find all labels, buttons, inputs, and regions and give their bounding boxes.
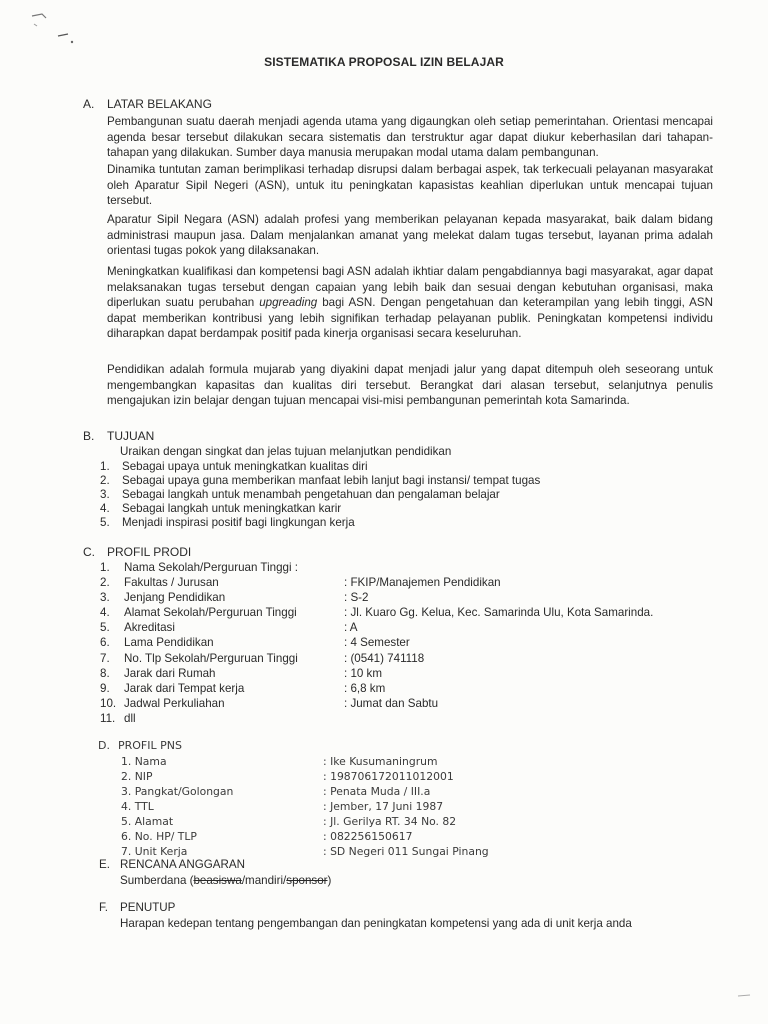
- row-number: 9.: [100, 681, 110, 695]
- list-item: [100, 502, 540, 516]
- profil-pns-table: [121, 754, 541, 859]
- table-row: [121, 754, 541, 769]
- row-label: dll: [124, 711, 136, 725]
- row-label: Alamat Sekolah/Perguruan Tinggi: [124, 606, 297, 620]
- item-number: 2.: [100, 474, 110, 487]
- tujuan-list: [100, 460, 540, 530]
- sumberdana-prefix: Sumberdana (: [120, 874, 194, 887]
- row-label: Jarak dari Tempat kerja: [124, 681, 245, 695]
- list-item: [100, 516, 540, 530]
- row-number: 3.: [100, 591, 110, 605]
- paragraph-4-italic-word: upgreading: [259, 296, 318, 309]
- row-label: 5. Alamat: [121, 815, 174, 828]
- document-title: SISTEMATIKA PROPOSAL IZIN BELAJAR: [264, 55, 504, 69]
- row-value: : SD Negeri 011 Sungai Pinang: [323, 845, 489, 858]
- item-text: Sebagai langkah untuk menambah pengetahuan dan pengalaman belajar: [122, 488, 500, 501]
- row-number: 11.: [100, 711, 116, 725]
- scan-smudge-mark: [28, 10, 88, 50]
- table-row: [121, 784, 541, 799]
- row-value: : 198706172011012001: [323, 770, 454, 783]
- section-title: RENCANA ANGGARAN: [120, 858, 245, 871]
- section-title: TUJUAN: [107, 429, 155, 443]
- row-value: : Ike Kusumaningrum: [323, 755, 438, 768]
- row-number: 10.: [100, 696, 117, 710]
- row-label: No. Tlp Sekolah/Perguruan Tinggi: [124, 651, 298, 665]
- section-title: LATAR BELAKANG: [107, 97, 212, 111]
- section-title: PROFIL PRODI: [107, 545, 192, 559]
- row-number: 5.: [100, 621, 110, 635]
- sumberdana-line: [120, 874, 331, 887]
- section-letter: D.: [98, 739, 110, 752]
- row-value: : Jl. Kuaro Gg. Kelua, Kec. Samarinda Ulu, Kota Samarinda.: [344, 606, 654, 620]
- paragraph-1: Pembangunan suatu daerah menjadi agenda utama yang digaungkan oleh setiap pemerintahan. Orientasi mencapai agenda besar tersebut dilakukan secara sistematis dan terstruktur agar dapat diukur keberhasilan dari tahapan-tahapan yang dilakukan. Sumber daya manusia merupakan modal utama dalam pembangunan.: [107, 115, 713, 159]
- row-value: : Jember, 17 Juni 1987: [323, 800, 444, 813]
- list-item: [100, 488, 540, 502]
- row-value: : Jumat dan Sabtu: [344, 696, 439, 710]
- table-row: [100, 590, 700, 605]
- row-value: : S-2: [344, 591, 369, 605]
- row-number: 8.: [100, 666, 110, 680]
- item-number: 1.: [100, 460, 110, 473]
- paragraph-2: Dinamika tuntutan zaman berimplikasi terhadap disrupsi dalam berbagai aspek, tak terkecuali pelayanan masyarakat oleh Aparatur Sipil Negeri (ASN), untuk itu peningkatan kapasistas keahlian diperlukan untuk mencapai tujuan tersebut.: [107, 163, 713, 207]
- row-label: 2. NIP: [121, 770, 153, 783]
- profil-prodi-table: [100, 560, 700, 726]
- row-value: : FKIP/Manajemen Pendidikan: [344, 576, 501, 590]
- table-row: [100, 620, 700, 635]
- row-value: : 6,8 km: [344, 681, 386, 695]
- section-letter: A.: [83, 97, 95, 111]
- row-label: Jenjang Pendidikan: [124, 591, 226, 605]
- item-text: Sebagai upaya guna memberikan manfaat lebih lanjut bagi instansi/ tempat tugas: [122, 474, 541, 487]
- row-label: Jarak dari Rumah: [124, 666, 216, 680]
- list-item: [100, 460, 540, 474]
- item-number: 4.: [100, 502, 110, 515]
- table-row: [100, 681, 700, 696]
- row-value: : (0541) 741118: [344, 651, 425, 665]
- row-value: : 082256150617: [323, 830, 413, 843]
- row-label: Nama Sekolah/Perguruan Tinggi :: [124, 561, 299, 574]
- table-row: [100, 696, 700, 711]
- table-row: [100, 605, 700, 620]
- row-value: : A: [344, 621, 358, 635]
- penutup-text: Harapan kedepan tentang pengembangan dan peningkatan kompetensi yang ada di unit kerja anda: [120, 917, 632, 930]
- table-row: [100, 560, 700, 575]
- table-row: [121, 769, 541, 784]
- row-number: 6.: [100, 636, 110, 650]
- section-letter: B.: [83, 429, 95, 443]
- table-row: [100, 651, 700, 666]
- row-label: Fakultas / Jurusan: [124, 576, 219, 590]
- list-item: [100, 474, 540, 488]
- item-number: 5.: [100, 516, 110, 529]
- row-label: 6. No. HP/ TLP: [121, 830, 197, 843]
- row-value: : Jl. Gerilya RT. 34 No. 82: [323, 815, 457, 828]
- row-label: 7. Unit Kerja: [121, 845, 188, 858]
- row-label: Akreditasi: [124, 621, 175, 635]
- row-value: : 10 km: [344, 666, 383, 680]
- row-number: 4.: [100, 606, 110, 620]
- item-text: Menjadi inspirasi positif bagi lingkungan kerja: [122, 516, 355, 529]
- row-value: : Penata Muda / III.a: [323, 785, 431, 798]
- section-letter: E.: [99, 858, 110, 871]
- struck-option-beasiswa: beasiswa: [193, 874, 242, 887]
- row-label: 3. Pangkat/Golongan: [121, 785, 234, 798]
- item-text: Sebagai langkah untuk meningkatkan karir: [122, 502, 342, 515]
- row-number: 7.: [100, 651, 110, 665]
- table-row: [100, 666, 700, 681]
- section-title: PROFIL PNS: [118, 739, 182, 752]
- struck-option-sponsor: sponsor: [286, 874, 328, 887]
- tujuan-intro: Uraikan dengan singkat dan jelas tujuan melanjutkan pendidikan: [120, 445, 452, 458]
- row-label: Lama Pendidikan: [124, 636, 214, 650]
- row-value: : 4 Semester: [344, 636, 410, 650]
- table-row: [121, 844, 541, 859]
- table-row: [121, 829, 541, 844]
- paragraph-3: Aparatur Sipil Negara (ASN) adalah profesi yang memberikan pelayanan kepada masyarakat, baik dalam bidang administrasi maupun jasa. Dalam menjalankan amanat yang melekat dalam tugas tersebut, layanan prima adalah orientasi tugas pokok yang dilaksanakan.: [107, 213, 713, 257]
- section-title: PENUTUP: [120, 901, 176, 914]
- row-label: 1. Nama: [121, 755, 167, 768]
- table-row: [100, 575, 700, 590]
- paragraph-4: [107, 264, 713, 342]
- paragraph-4-part-1: Meningkatkan kualifikasi dan kompetensi bagi ASN adalah ikhtiar dalam pengabdiannya bagi masyarakat, agar dapat melaksanakan tugas tersebut dengan capaian yang lebih baik dan sesuai dengan kebutuhan organisasi, maka diperlukan suatu perubahan: [107, 265, 713, 309]
- item-number: 3.: [100, 488, 110, 501]
- paragraph-5: Pendidikan adalah formula mujarab yang diyakini dapat menjadi jalur yang dapat ditempuh oleh seseorang untuk mengembangkan kapasitas dan kualitas diri tersebut. Berangkat dari alasan tersebut, selanjutnya penulis mengajukan izin belajar dengan tujuan mencapai visi-misi pembangunan pemerintah kota Samarinda.: [107, 363, 713, 407]
- row-label: Jadwal Perkuliahan: [124, 696, 225, 710]
- table-row: [100, 635, 700, 650]
- row-number: 1.: [100, 561, 110, 574]
- scan-corner-mark: [736, 990, 756, 1002]
- row-label: 4. TTL: [121, 800, 154, 813]
- item-text: Sebagai upaya untuk meningkatkan kualitas diri: [122, 460, 368, 473]
- table-row: [121, 814, 541, 829]
- sumberdana-selected: /mandiri/: [241, 874, 287, 887]
- sumberdana-suffix: ): [327, 874, 332, 887]
- table-row: [121, 799, 541, 814]
- section-letter: F.: [99, 901, 109, 914]
- paragraph-4-part-2: bagi ASN. Dengan pengetahuan dan keterampilan yang lebih tinggi, ASN dapat memberikan kontribusi yang lebih signifikan terhadap pelayanan publik. Peningkatan kompetensi individu diharapkan dapat berdampak positif pada kinerja organisasi secara keseluruhan.: [107, 296, 714, 340]
- section-letter: C.: [83, 545, 95, 559]
- row-number: 2.: [100, 576, 110, 590]
- table-row: [100, 711, 700, 726]
